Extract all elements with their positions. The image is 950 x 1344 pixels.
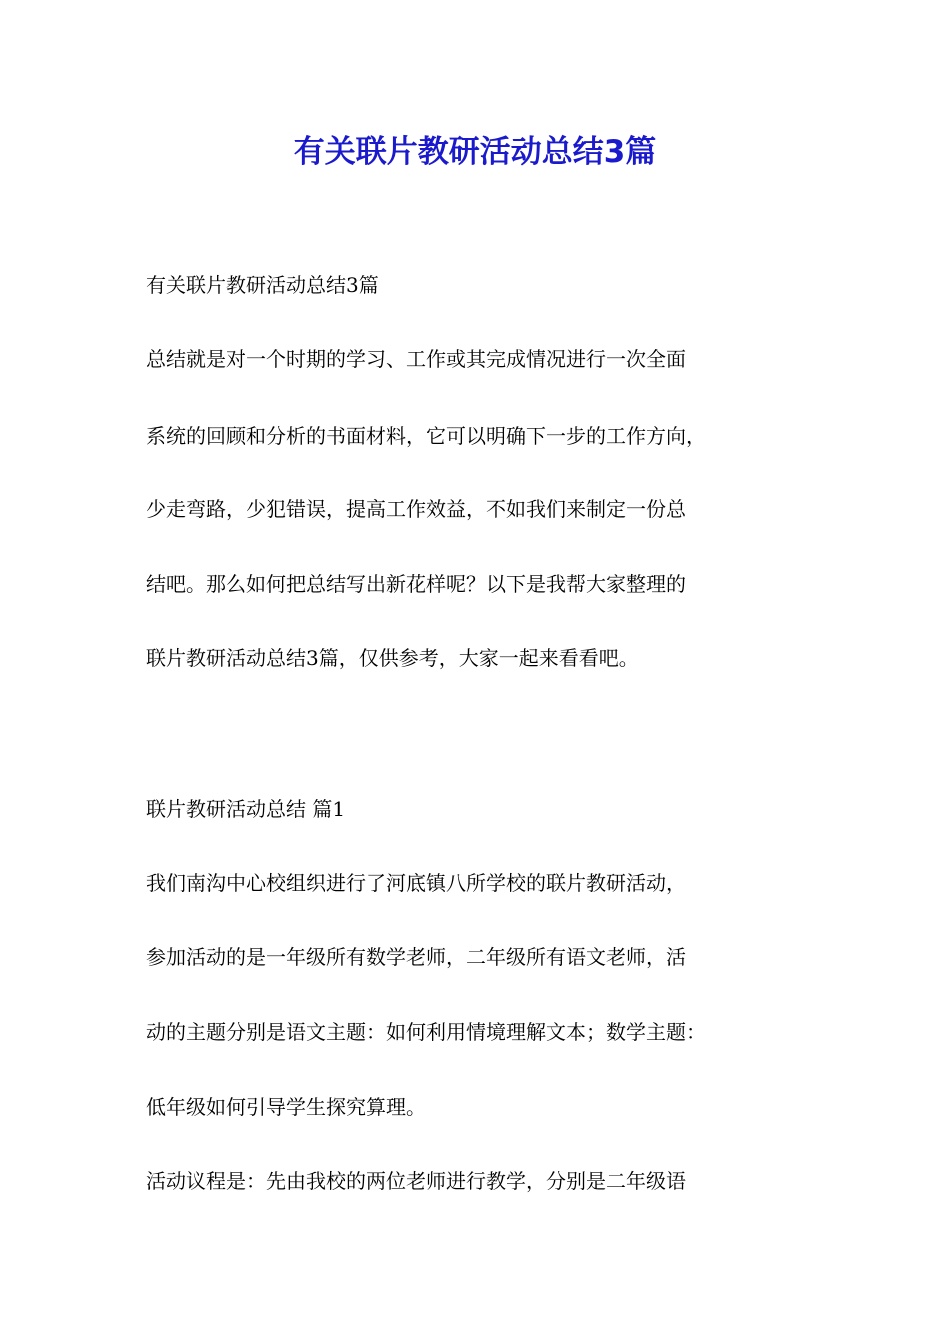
section-heading: 联片教研活动总结 篇1 xyxy=(146,797,346,821)
section-line: 参加活动的是一年级所有数学老师，二年级所有语文老师，活 xyxy=(146,945,686,969)
section-line: 我们南沟中心校组织进行了河底镇八所学校的联片教研活动， xyxy=(146,871,686,895)
intro-line: 总结就是对一个时期的学习、工作或其完成情况进行一次全面 xyxy=(146,347,686,371)
document-subtitle: 有关联片教研活动总结3篇 xyxy=(146,273,379,297)
intro-line: 少走弯路，少犯错误，提高工作效益，不如我们来制定一份总 xyxy=(146,497,686,521)
intro-line: 联片教研活动总结3篇，仅供参考，大家一起来看看吧。 xyxy=(146,646,639,670)
intro-line: 系统的回顾和分析的书面材料，它可以明确下一步的工作方向， xyxy=(146,424,706,448)
section-line: 活动议程是：先由我校的两位老师进行教学，分别是二年级语 xyxy=(146,1169,686,1193)
section-line: 低年级如何引导学生探究算理。 xyxy=(146,1095,426,1119)
section-line: 动的主题分别是语文主题：如何利用情境理解文本；数学主题： xyxy=(146,1020,706,1044)
document-title: 有关联片教研活动总结3篇 xyxy=(293,134,657,170)
intro-line: 结吧。那么如何把总结写出新花样呢？以下是我帮大家整理的 xyxy=(146,572,686,596)
